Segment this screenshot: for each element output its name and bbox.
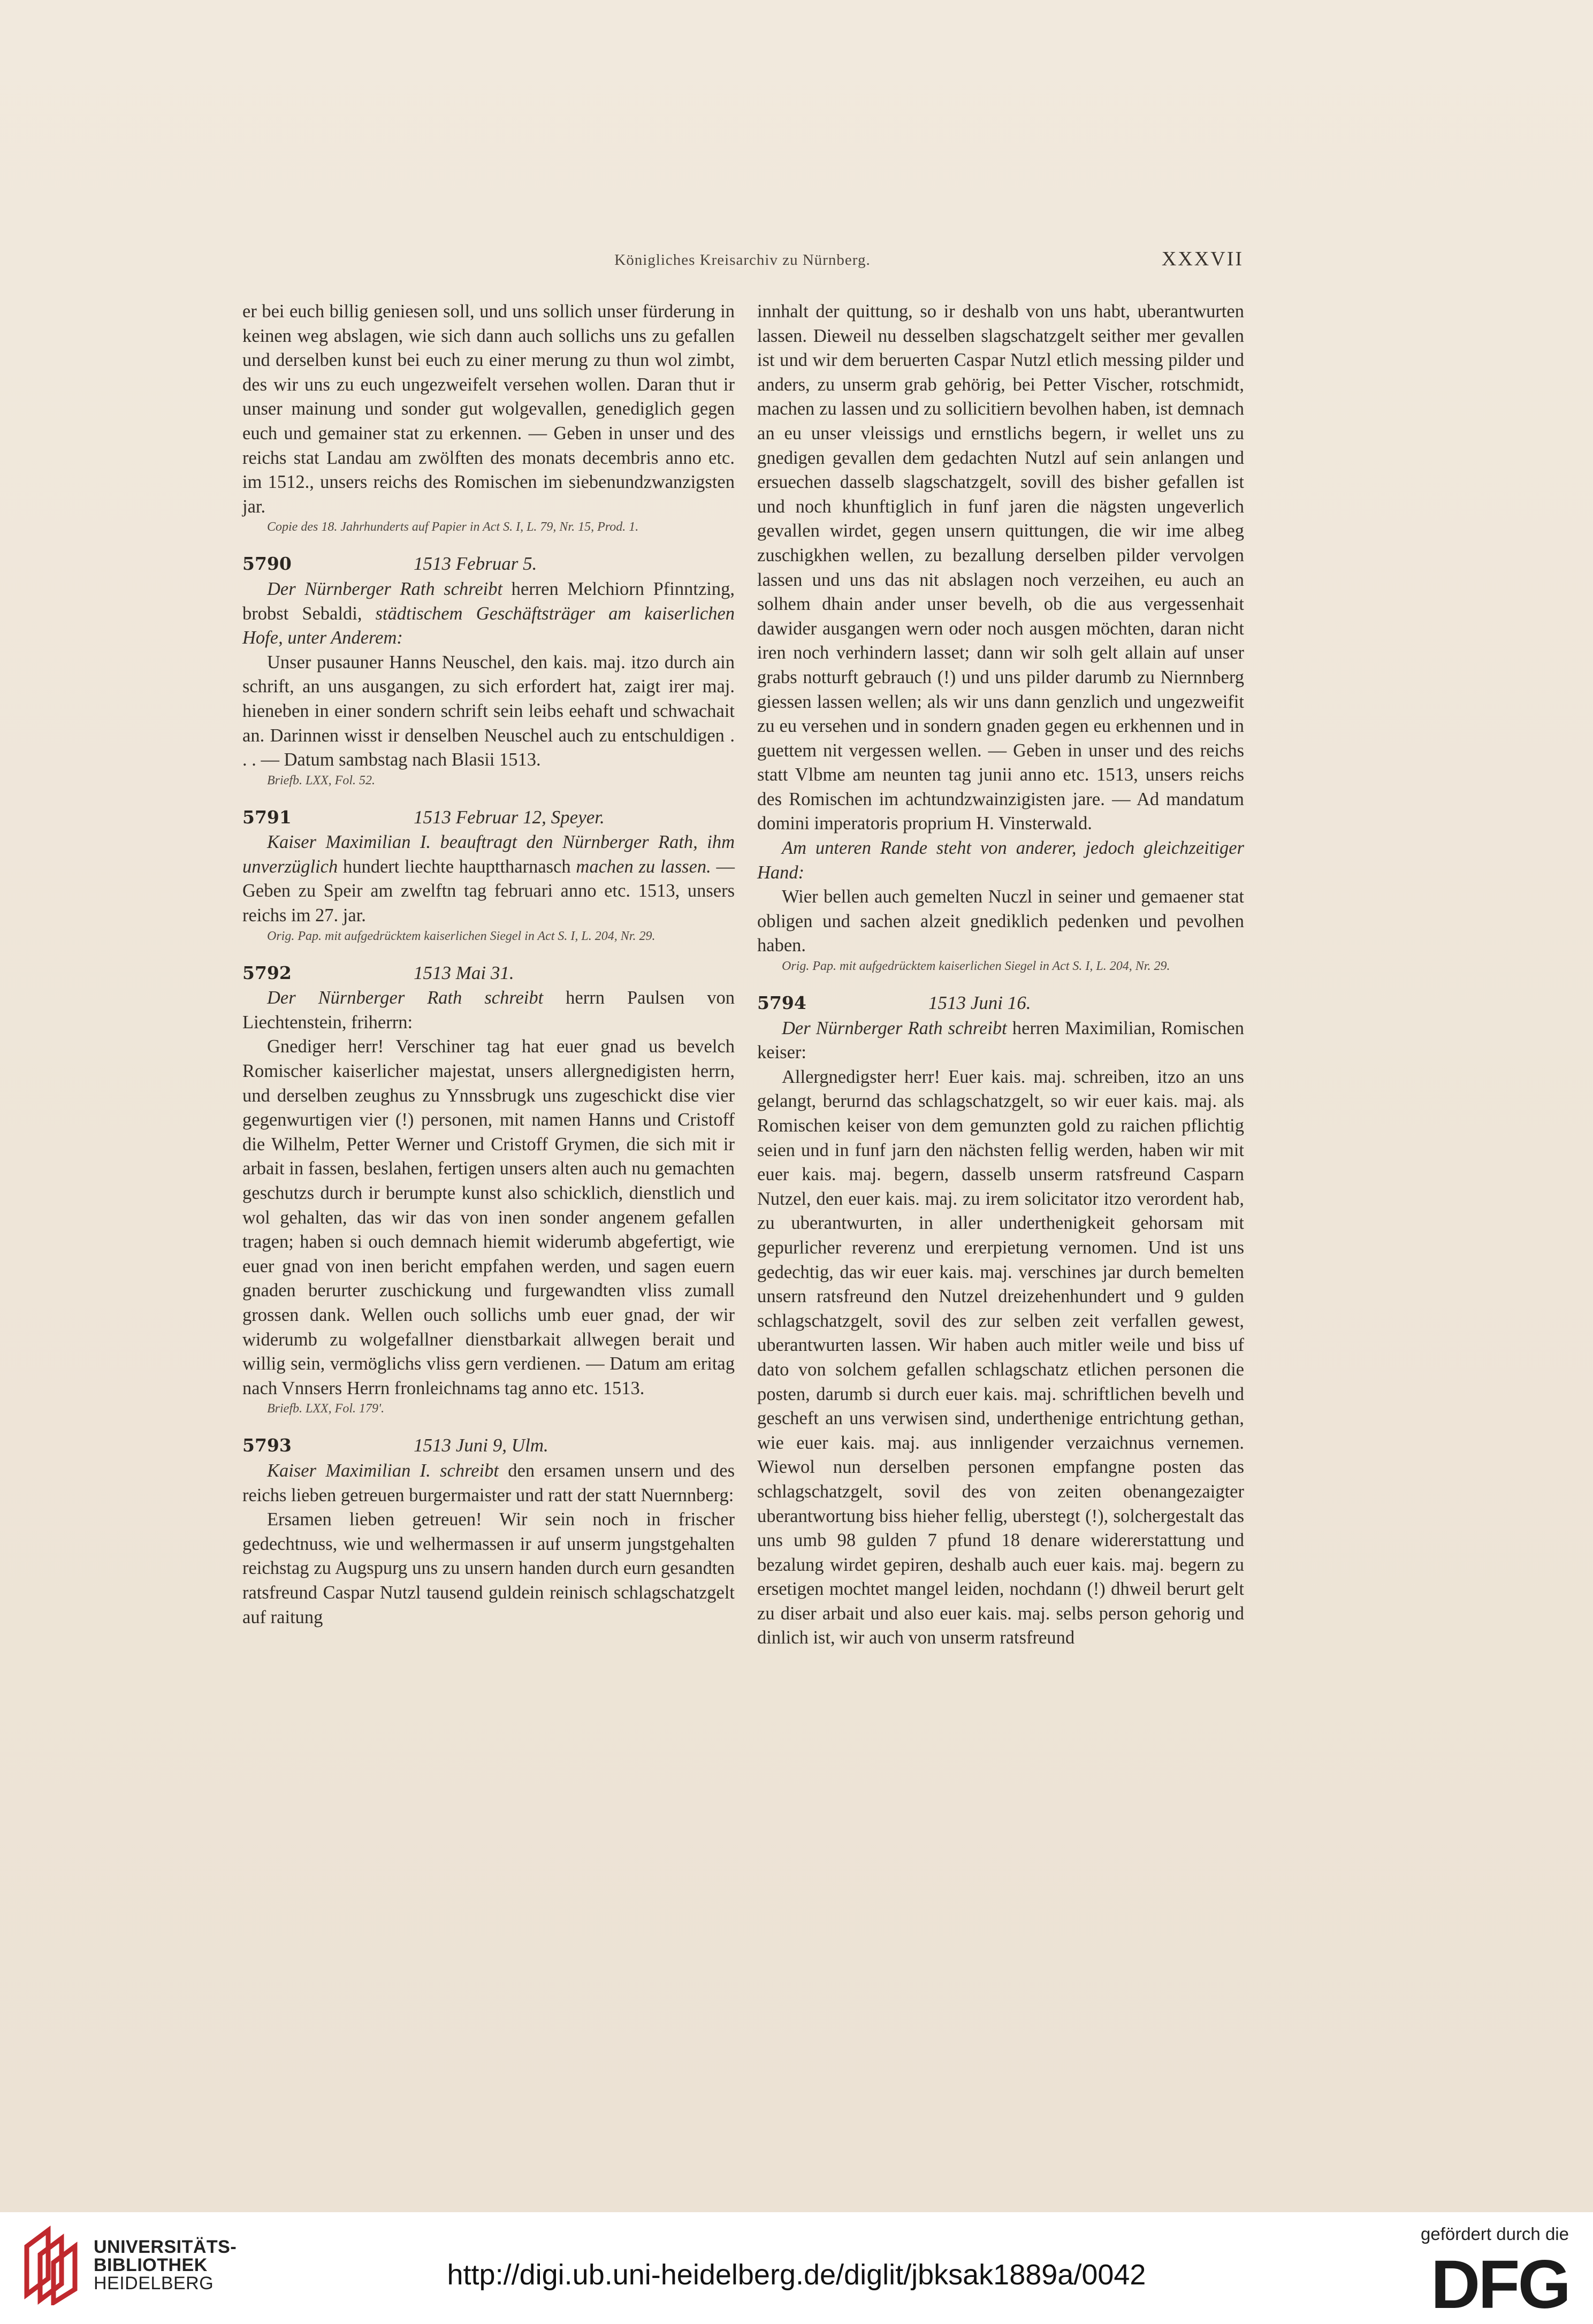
document-number: 5793 xyxy=(242,1435,292,1456)
margin-note: Wier bellen auch gemelten Nuczl in seiner und gemaener stat obligen und sachen alzeit gnediklich pedenken und pevolhen haben. xyxy=(757,886,1244,956)
continued-text: innhalt der quittung, so ir deshalb von uns habt, uberantwurten lassen. Dieweil nu desselben slagschatzgelt seither mer gevallen ist und wir dem beruerten Caspar Nutzl etlich messing pilder und anders, zu unserm grab gehörig, bei Petter Vischer, rotschmidt, machen zu lassen und zu sollicitiern bevolhen haben, ist demnach an eu unser vleissigs und ernstlichs begern, ir wellet uns zu gnedigen gevallen dem gedachten Nutzl auf sein anlangen und ersuechen dasselb slagschatzgelt, sovill des bisher gefallen ist und noch khunftiglich in funf jaren die nägsten ungeverlich gevallen wirdet, gegen unsern quittungen, die wir ime albeg zuschigkhen wellen, zu bezallung derselben pilder vervolgen lassen und uns das nit abslagen noch verzeihen, eu auch an solhem dhain ander unser bevelh, ob die aus vergessenhait dawider ausgangen wern oder noch ausgen möchten, daran nicht iren noch verhindern lasset; dann wir solh gelt allain auf unser grabs notturft gebrauch (!) und uns pilder darumb zu Niernnberg giessen lassen wellen; als wir uns dann genzlich und ungezweifit zu eu versehen und in sondern gnaden gegen eu erkhennen und in guettem nit vergessen wellen. — Geben in unser und des reichs statt Vlbme am neunten tag junii anno etc. 1513, unsers reichs des Romischen im achtundzwainzigisten jare. — Ad mandatum domini imperatoris proprium H. Vinsterwald. xyxy=(757,301,1244,834)
document-body: Allergnedigster herr! Euer kais. maj. schreiben, itzo an uns gelangt, berurnd das schlagschatzgelt, so wir euer kais. maj. als Romischen keiser von dem gemunzten gold zu raichen pflichtig seien und in funf jarn den nächsten fellig werden, haben wir mit euer kais. maj. begern, dasselb unserm ratsfreund Casparn Nutzel, den euer kais. maj. zu irem solicitator itzo verordent hab, zu uberantwurten, in aller underthenigkeit gehorsam mit gepurlicher reverenz und ererpietung vernomen. Und ist uns gedechtig, das wir euer kais. maj. verschines jar durch bemelten unsern ratsfreund den Nutzel dreizehenhundert und 9 gulden schlagschatzgelt, sovil des zur selben zeit verfallen gewest, uberantwurten lassen. Wir haben auch mitler weile und biss uf dato von solchem gefallen schlagschatz etlichen personen die posten, darumb si durch euer kais. maj. schriftlichen bevelh und gescheft an uns verwisen sind, underthenige entrichtung gethan, wie euer kais. maj. aus innligender verzaichnus vernemen. Wiewol nun derselben personen empfangne posten das schlagschatzgelt, sovil des von zeiten obenangezaigter uberantwortung biss hieher fellig, uberstegt (!), solchergestalt das uns umb 98 gulden 7 pfund 18 denare widererstattung und bezalung wirdet gepiren, deshalb auch euer kais. maj. begern zu ersetigen mochtet mangel leiden, nochdann (!) dhweil berurt gelt zu diser arbait und also euer kais. maj. selbs person gehorig und dinlich ist, wir auch von unserm ratsfreund xyxy=(757,1066,1244,1648)
document-heading xyxy=(242,805,735,830)
source-reference: Orig. Pap. mit aufgedrücktem kaiserlichen Siegel in Act S. I, L. 204, Nr. 29. xyxy=(267,929,656,943)
document-number: 5790 xyxy=(242,553,292,575)
page-number: XXXVII xyxy=(1161,248,1244,270)
university-library-name: UNIVERSITÄTS- BIBLIOTHEK HEIDELBERG xyxy=(94,2237,237,2294)
source-reference: Briefb. LXX, Fol. 52. xyxy=(267,773,375,788)
running-header xyxy=(241,247,1244,279)
document-body: Unser pusauner Hanns Neuschel, den kais. maj. itzo durch ain schrift, an uns ausgangen, zu sich erfordert hat, zaigt irer maj. hieneben in einer sondern schrift sein leibs eehaft und schwachait an. Darinnen wisst ir denselben Neuschel auch zu entschuldigen . . . — Datum sambstag nach Blasii 1513. xyxy=(242,652,735,770)
margin-note-intro: Am unteren Rande steht von anderer, jedoch gleichzeitiger Hand: xyxy=(757,838,1244,883)
left-column xyxy=(242,300,735,1630)
document-body: Gnediger herr! Verschiner tag hat euer gnad us bevelch Romischer kaiserlicher majestat, unsers allergnedigisten herrn, und derselben zeughus zu Ynnssbrugk uns zugeschickt dise vier gegenwurtigen vier (!) personen, mit namen Hanns und Cristoff die Wilhelm, Petter Werner und Cristoff Grymen, die sich mit ir arbait in fassen, beslahen, fertigen unsers alten auch nu gemachten geschutzs durch ir berumpte kunst also schicklich, dienstlich und wol gehalten, das wir das von inen sonder angenem gefallen tragen; haben si ouch demnach hiemit widerumb abgefertigt, wie euer gnad von inen bericht empfahen werden, und sagen euern gnaden berurter zuschickung und furgewandten vliss zumall grossen dank. Wellen ouch sollichs umb euer gnad, der wir widerumb zu wolgefallner dienstbarkait allwegen berait und willig sein, vermöglichs vliss gern verdienen. — Datum am eritag nach Vnnsers Herrn fronleichnams tag anno etc. 1513. xyxy=(242,1036,735,1398)
document-number: 5792 xyxy=(242,962,292,983)
document-date: 1513 Juni 9, Ulm. xyxy=(414,1435,548,1456)
document-summary: Der Nürnberger Rath schreibt herrn Paulsen von Liechtenstein, friherrn: xyxy=(242,988,735,1033)
header-archive-title: Königliches Kreisarchiv zu Nürnberg. xyxy=(614,251,871,269)
source-reference: Orig. Pap. mit aufgedrücktem kaiserlichen Siegel in Act S. I, L. 204, Nr. 29. xyxy=(782,959,1170,974)
document-date: 1513 Mai 31. xyxy=(414,962,514,983)
document-summary: Der Nürnberger Rath schreibt herren Maximilian, Romischen keiser: xyxy=(757,1018,1244,1063)
document-summary: Kaiser Maximilian I. beauftragt den Nürnberger Rath, ihm unverzüglich hundert liechte haupttharnasch machen zu lassen. — Geben zu Speir am zwelftn tag februari anno etc. 1513, unsers reichs im 27. jar. xyxy=(242,832,735,926)
funding-label: gefördert durch die xyxy=(1420,2224,1569,2244)
footer-banner xyxy=(0,2212,1593,2324)
right-column xyxy=(757,300,1244,1650)
document-summary: Der Nürnberger Rath schreibt herren Melchiorn Pfinntzing, brobst Sebaldi, städtischem Geschäftsträger am kaiserlichen Hofe, unter Anderem: xyxy=(242,578,735,648)
document-date: 1513 Februar 5. xyxy=(414,553,537,575)
continued-text: er bei euch billig geniesen soll, und uns sollich unser fürderung in keinen weg abslagen, wie sich dann auch sollichs uns zu gefallen und derselben kunst bei euch zu einer merung zu thun wol zimbt, des wir uns zu euch ungezweifelt versehen wollen. Daran thut ir unser mainung und sonder gut wolgevallen, genediglich gegen euch und gemainer stat zu erkennen. — Geben in unser und des reichs stat Landau am zwölften des monats decembris anno etc. im 1512., unsers reichs des Romischen im siebenundzwanzigsten jar. xyxy=(242,301,735,517)
document-date: 1513 Februar 12, Speyer. xyxy=(414,806,605,828)
source-reference: Copie des 18. Jahrhunderts auf Papier in Act S. I, L. 79, Nr. 15, Prod. 1. xyxy=(267,520,639,534)
document-number: 5791 xyxy=(242,806,292,828)
document-number: 5794 xyxy=(757,992,806,1014)
document-body: Ersamen lieben getreuen! Wir sein noch in frischer gedechtnuss, wie und welhermassen ir auf unserm jungstgehalten reichstag zu Augspurg uns zu unsern handen durch eurn gesandten ratsfreund Caspar Nutzl tausend guldein reinisch schlagschatzgelt auf raitung xyxy=(242,1509,735,1627)
document-heading xyxy=(242,1433,735,1458)
document-date: 1513 Juni 16. xyxy=(928,992,1031,1014)
source-reference: Briefb. LXX, Fol. 179'. xyxy=(267,1402,385,1416)
document-summary: Kaiser Maximilian I. schreibt den ersamen unsern und des reichs lieben getreuen burgermaister und ratt der statt Nuernnberg: xyxy=(242,1460,735,1505)
dfg-logo: DFG xyxy=(1430,2246,1569,2323)
document-heading xyxy=(242,552,735,576)
permalink-url[interactable]: http://digi.ub.uni-heidelberg.de/diglit/jbksak1889a/0042 xyxy=(447,2259,1146,2291)
document-heading xyxy=(242,961,735,985)
document-heading xyxy=(757,991,1244,1015)
